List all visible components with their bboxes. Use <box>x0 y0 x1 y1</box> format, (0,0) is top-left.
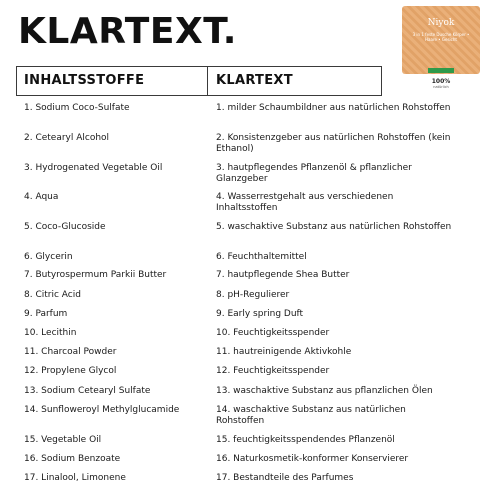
ingredient-cell: 1. Sodium Coco-Sulfate <box>24 103 130 113</box>
meaning-cell: 1. milder Schaumbildner aus natürlichen Rohstoffen <box>216 103 451 113</box>
ingredient-cell: 8. Citric Acid <box>24 290 81 300</box>
header-ingredients: INHALTSSTOFFE <box>24 73 145 88</box>
ingredient-cell: 2. Cetearyl Alcohol <box>24 133 110 143</box>
page-headline: KLARTEXT. <box>18 11 237 52</box>
product-green-band <box>428 68 454 73</box>
meaning-cell: 4. Wasserrestgehalt aus verschiedenen Inhaltsstoffen <box>216 192 394 213</box>
meaning-cell: 9. Early spring Duft <box>216 309 304 319</box>
product-tagline: 3 in 1 feste Dusche Körper • Haare • Gesicht <box>412 32 470 42</box>
meaning-cell: 2. Konsistenzgeber aus natürlichen Rohstoffen (kein Ethanol) <box>216 133 451 154</box>
meaning-cell: 11. hautreinigende Aktivkohle <box>216 347 352 357</box>
header-divider <box>207 67 208 95</box>
meaning-cell: 8. pH-Regulierer <box>216 290 290 300</box>
meaning-cell: 17. Bestandteile des Parfumes <box>216 473 354 483</box>
ingredient-cell: 13. Sodium Cetearyl Sulfate <box>24 386 151 396</box>
meaning-cell: 12. Feuchtigkeitsspender <box>216 366 330 376</box>
ingredient-cell: 9. Parfum <box>24 309 68 319</box>
ingredient-cell: 10. Lecithin <box>24 328 77 338</box>
ingredient-cell: 6. Glycerin <box>24 252 73 262</box>
meaning-cell: 16. Naturkosmetik-konformer Konservierer <box>216 454 409 464</box>
ingredient-cell: 4. Aqua <box>24 192 59 202</box>
ingredient-cell: 5. Coco-Glucoside <box>24 222 106 232</box>
ingredient-cell: 17. Linalool, Limonene <box>24 473 126 483</box>
meaning-cell: 5. waschaktive Substanz aus natürlichen Rohstoffen <box>216 222 452 232</box>
ingredient-cell: 7. Butyrospermum Parkii Butter <box>24 270 167 280</box>
meaning-cell: 13. waschaktive Substanz aus pflanzlichen Ölen <box>216 386 433 396</box>
product-image <box>402 6 480 90</box>
meaning-cell: 15. feuchtigkeitsspendendes Pflanzenöl <box>216 435 395 445</box>
product-footer <box>402 78 480 89</box>
product-footer-percent: 100% <box>431 78 451 85</box>
meaning-cell: 6. Feuchthaltemittel <box>216 252 307 262</box>
ingredient-cell: 3. Hydrogenated Vegetable Oil <box>24 163 163 173</box>
ingredient-cell: 16. Sodium Benzoate <box>24 454 121 464</box>
table-header <box>16 66 382 96</box>
ingredient-cell: 15. Vegetable Oil <box>24 435 102 445</box>
ingredient-cell: 14. Sunfloweroyl Methylglucamide <box>24 405 180 415</box>
meaning-cell: 14. waschaktive Substanz aus natürlichen Rohstoffen <box>216 405 406 426</box>
ingredient-cell: 12. Propylene Glycol <box>24 366 117 376</box>
meaning-cell: 10. Feuchtigkeitsspender <box>216 328 330 338</box>
ingredient-cell: 11. Charcoal Powder <box>24 347 117 357</box>
header-klartext: KLARTEXT <box>216 73 293 88</box>
meaning-cell: 7. hautpflegende Shea Butter <box>216 270 350 280</box>
meaning-cell: 3. hautpflegendes Pflanzenöl & pflanzlicher Glanzgeber <box>216 163 412 184</box>
product-footer-label: natürlich <box>433 85 449 90</box>
product-brand: Niyok <box>427 18 455 28</box>
